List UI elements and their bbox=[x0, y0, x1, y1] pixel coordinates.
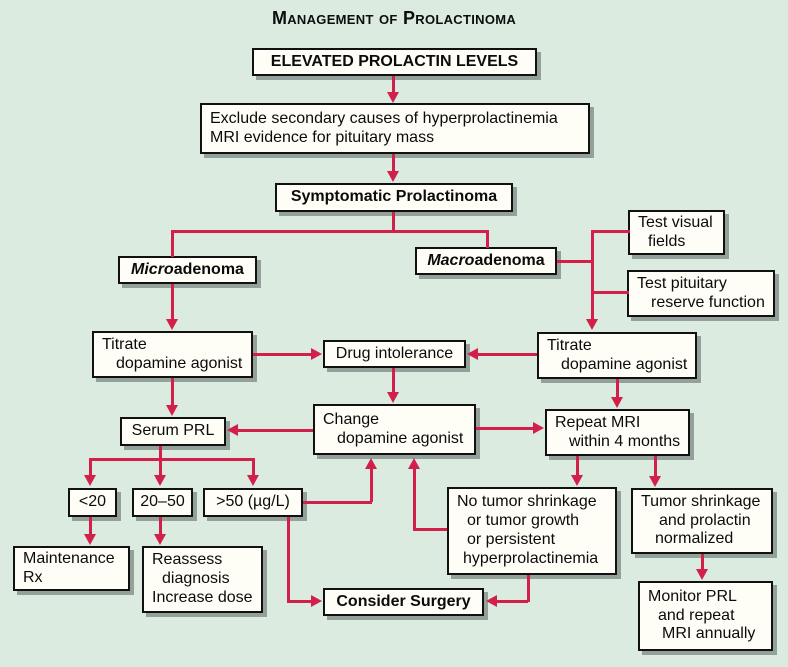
arrowhead-elevated-to-exclude bbox=[387, 92, 399, 103]
node-prl-less-than-20 bbox=[68, 488, 117, 517]
arrowhead-titrate-right-to-drug bbox=[467, 348, 478, 360]
node-label: 20–50 bbox=[140, 493, 185, 511]
line-spine-to-test-pituitary bbox=[592, 291, 629, 294]
node-label: Serum PRL bbox=[131, 422, 215, 440]
node-line: MRI evidence for pituitary mass bbox=[210, 128, 435, 146]
arrowhead-no-shrinkage-to-change bbox=[408, 458, 420, 469]
arrowhead-micro-to-titrate-left bbox=[166, 319, 178, 330]
arrowhead-gt50-to-surgery bbox=[311, 595, 322, 607]
node-repeat-mri bbox=[545, 409, 690, 456]
arrowhead-exclude-to-symptomatic bbox=[387, 171, 399, 182]
node-label: >50 (µg/L) bbox=[216, 493, 290, 511]
arrowhead-change-to-repeat-mri bbox=[533, 422, 544, 434]
arrow-change-to-repeat-mri bbox=[476, 427, 534, 430]
line-spine-to-test-visual bbox=[592, 230, 630, 233]
node-line: and repeat bbox=[658, 606, 735, 624]
node-label-italic: Macro bbox=[427, 251, 475, 269]
arrowhead-change-to-serum bbox=[227, 424, 238, 436]
node-line: hyperprolactinemia bbox=[463, 549, 599, 567]
arrowhead-split-to-lt20 bbox=[84, 475, 96, 486]
node-test-visual-fields bbox=[628, 210, 725, 255]
line-branch-to-microadenoma bbox=[171, 230, 174, 257]
arrowhead-split-to-20-50 bbox=[154, 475, 166, 486]
node-titrate-dopamine-agonist-right bbox=[537, 332, 697, 379]
arrowhead-lt20-to-maintenance bbox=[84, 534, 96, 545]
arrow-micro-to-titrate-left bbox=[171, 284, 174, 321]
node-label: Consider Surgery bbox=[336, 592, 471, 610]
node-line: Test pituitary bbox=[637, 274, 727, 292]
node-line: Titrate bbox=[547, 336, 592, 354]
line-no-shrinkage-to-change bbox=[413, 528, 447, 531]
node-line: within 4 months bbox=[569, 432, 681, 450]
arrowhead-repeat-to-no-shrinkage bbox=[571, 475, 583, 486]
node-line: diagnosis bbox=[162, 570, 230, 588]
line-no-shrinkage-to-surgery bbox=[527, 575, 530, 602]
node-label-italic: Micro bbox=[131, 260, 174, 278]
arrowhead-split-to-gt50 bbox=[247, 475, 259, 486]
node-label: Symptomatic Prolactinoma bbox=[290, 188, 498, 206]
arrow-titrate-right-to-repeat-mri bbox=[616, 379, 619, 399]
node-line: MRI annually bbox=[662, 625, 756, 643]
node-consider-surgery bbox=[323, 588, 484, 616]
arrow-gt50-to-change bbox=[370, 467, 373, 502]
node-line: fields bbox=[648, 232, 686, 250]
line-gt50-to-change bbox=[303, 501, 372, 504]
node-elevated-prolactin-levels bbox=[252, 48, 537, 76]
page-title: Management of Prolactinoma bbox=[271, 8, 517, 28]
line-split-horizontal bbox=[89, 458, 254, 461]
arrow-spine-to-titrate-right bbox=[591, 230, 594, 321]
arrow-repeat-to-shrinkage bbox=[654, 456, 657, 478]
node-change-dopamine-agonist bbox=[313, 404, 476, 455]
node-drug-intolerance bbox=[323, 340, 466, 368]
node-label: ELEVATED PROLACTIN LEVELS bbox=[270, 52, 519, 70]
arrowhead-drug-to-change bbox=[387, 392, 399, 403]
line-branch-horizontal bbox=[171, 230, 489, 233]
arrow-split-to-gt50 bbox=[252, 458, 255, 476]
arrowhead-repeat-to-shrinkage bbox=[649, 476, 661, 487]
node-line: and prolactin bbox=[659, 511, 751, 529]
arrow-titrate-right-to-drug bbox=[477, 353, 537, 356]
node-label: adenoma bbox=[474, 251, 545, 269]
arrowhead-no-shrinkage-to-surgery bbox=[486, 595, 497, 607]
node-line: Exclude secondary causes of hyperprolactinemia bbox=[210, 109, 558, 127]
node-reassess-diagnosis bbox=[142, 546, 263, 613]
line-branch-to-macroadenoma bbox=[486, 230, 489, 248]
node-line: reserve function bbox=[651, 293, 765, 311]
arrow-split-to-20-50 bbox=[159, 458, 162, 476]
node-prl-20-50 bbox=[132, 488, 193, 517]
node-line: Tumor shrinkage bbox=[641, 492, 761, 510]
node-line: Maintenance bbox=[23, 549, 115, 567]
node-line: Test visual bbox=[638, 213, 713, 231]
node-tumor-shrinkage-normalized bbox=[631, 488, 773, 554]
node-maintenance-rx bbox=[13, 546, 130, 591]
node-line: dopamine agonist bbox=[116, 354, 243, 372]
node-line: Repeat MRI bbox=[555, 413, 641, 431]
arrowhead-spine-to-titrate-right bbox=[586, 319, 598, 330]
node-line: dopamine agonist bbox=[561, 355, 688, 373]
node-line: Rx bbox=[23, 568, 43, 586]
arrow-change-to-serum bbox=[237, 429, 313, 432]
node-monitor-prl bbox=[638, 581, 773, 651]
node-line: or persistent bbox=[467, 531, 556, 548]
node-line: Titrate bbox=[102, 335, 147, 353]
arrow-gt50-to-surgery bbox=[287, 600, 313, 603]
arrow-no-shrinkage-to-change bbox=[413, 467, 416, 529]
line-gt50-to-surgery bbox=[287, 517, 290, 602]
arrowhead-gt50-to-change bbox=[365, 458, 377, 469]
node-line: normalized bbox=[655, 530, 734, 548]
node-macroadenoma bbox=[415, 247, 557, 275]
node-label: Drug intolerance bbox=[335, 344, 454, 362]
node-exclude-secondary-causes bbox=[200, 103, 590, 154]
arrowhead-titrate-left-to-serum bbox=[166, 405, 178, 416]
node-test-pituitary-reserve bbox=[627, 270, 775, 317]
arrow-drug-to-change bbox=[392, 368, 395, 394]
node-no-tumor-shrinkage bbox=[447, 487, 617, 575]
node-line: or tumor growth bbox=[467, 512, 580, 530]
node-titrate-dopamine-agonist-left bbox=[92, 331, 253, 378]
node-label: <20 bbox=[78, 493, 107, 511]
arrowhead-shrinkage-to-monitor bbox=[696, 569, 708, 580]
node-serum-prl bbox=[120, 417, 226, 446]
line-macro-to-spine bbox=[557, 260, 594, 263]
arrow-titrate-left-to-serum bbox=[171, 378, 174, 407]
arrow-titrate-left-to-drug bbox=[253, 353, 312, 356]
arrowhead-titrate-left-to-drug bbox=[311, 348, 322, 360]
node-line: dopamine agonist bbox=[337, 429, 464, 447]
node-prl-greater-than-50 bbox=[203, 488, 303, 517]
node-line: Change bbox=[323, 410, 380, 428]
node-line: Increase dose bbox=[152, 588, 253, 606]
arrow-split-to-lt20 bbox=[89, 458, 92, 476]
arrow-repeat-to-no-shrinkage bbox=[576, 456, 579, 477]
node-label: adenoma bbox=[173, 260, 244, 278]
node-line: Monitor PRL bbox=[648, 587, 737, 605]
arrow-no-shrinkage-to-surgery bbox=[496, 600, 528, 603]
arrowhead-titrate-right-to-repeat-mri bbox=[611, 397, 623, 408]
node-line: Reassess bbox=[152, 551, 223, 569]
node-line: No tumor shrinkage bbox=[457, 493, 597, 511]
node-microadenoma bbox=[118, 256, 257, 284]
node-symptomatic-prolactinoma bbox=[275, 183, 513, 212]
arrowhead-20-50-to-reassess bbox=[154, 534, 166, 545]
